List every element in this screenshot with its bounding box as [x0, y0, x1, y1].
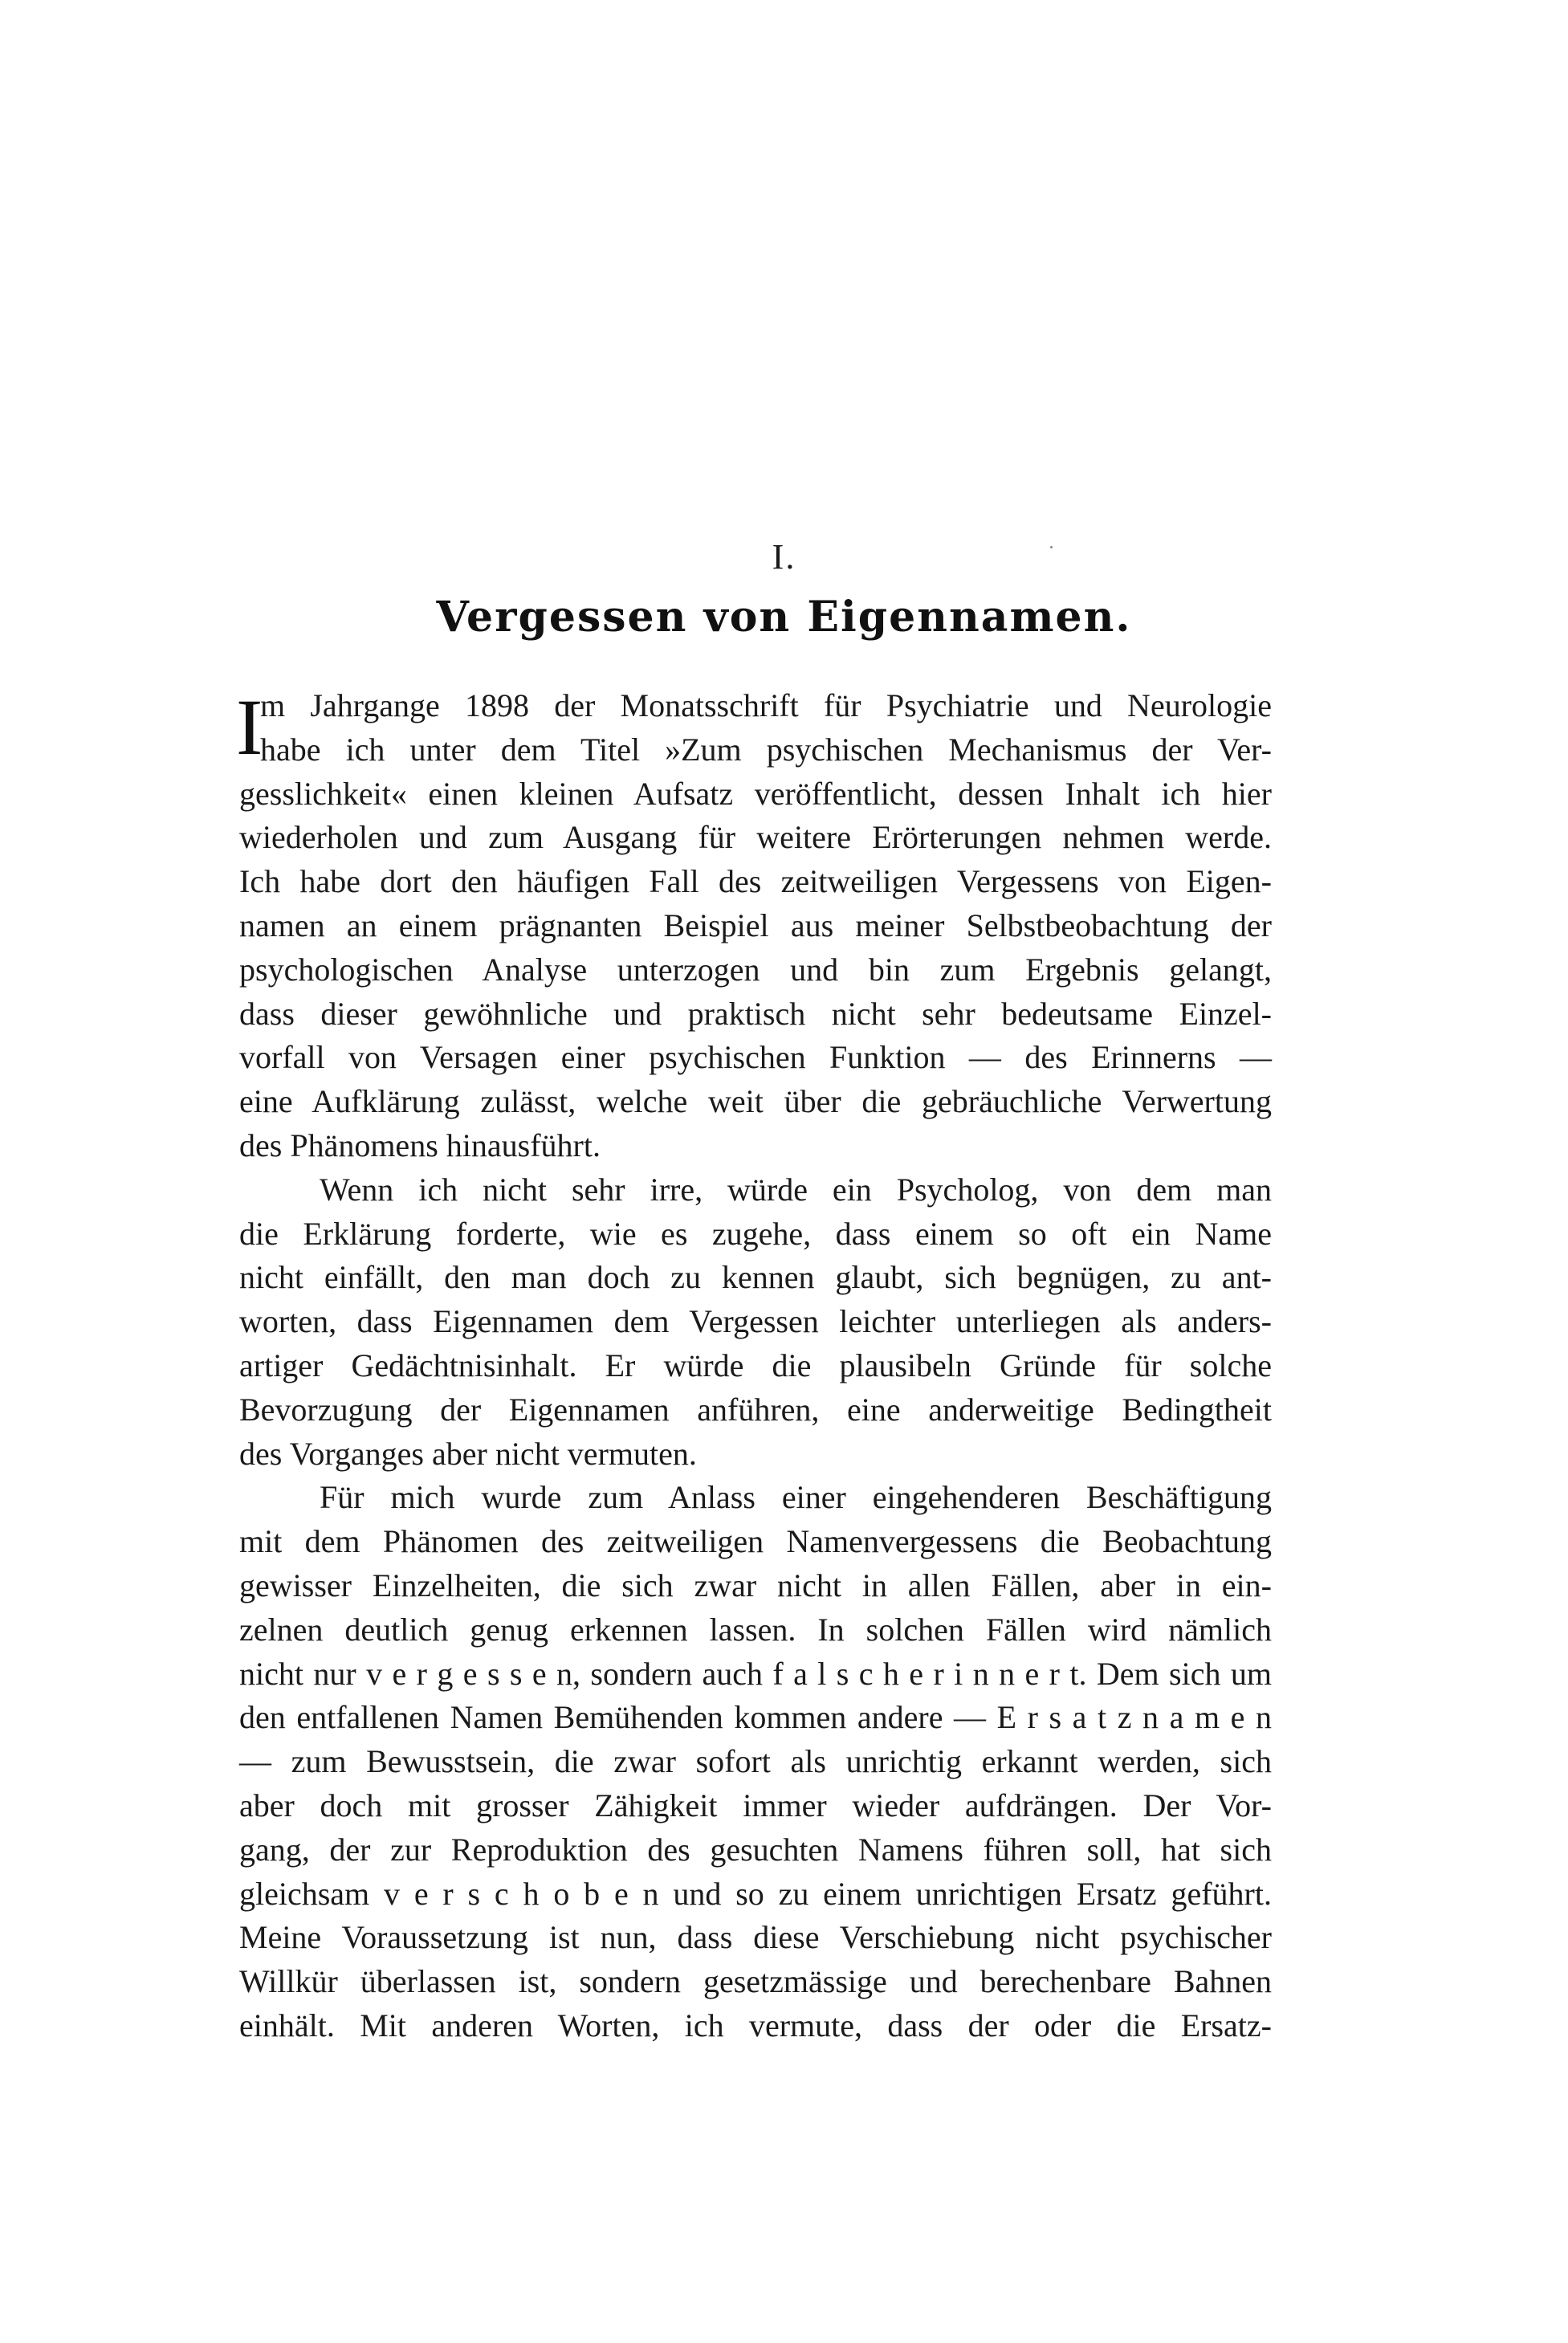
text-line: habe ich unter dem Titel »Zum psychischen Mechanismus der Ver-: [260, 731, 1272, 768]
text-line: wiederholen und zum Ausgang für weitere Erörterungen nehmen werde.: [239, 819, 1272, 856]
drop-cap: I: [236, 683, 263, 772]
text-line: die Erklärung forderte, wie es zugehe, dass einem so oft ein Name: [239, 1215, 1272, 1252]
text-line: nicht einfällt, den man doch zu kennen glaubt, sich begnügen, zu ant-: [239, 1259, 1272, 1296]
text-line: — zum Bewusstsein, die zwar sofort als unrichtig erkannt werden, sich: [239, 1743, 1272, 1780]
text-line: dass dieser gewöhnliche und praktisch nicht sehr bedeutsame Einzel-: [239, 995, 1272, 1032]
line-text: m Jahrgange 1898 der Monatsschrift für Psychiatrie und Neurologie: [260, 687, 1272, 723]
text-line: gesslichkeit« einen kleinen Aufsatz veröffentlicht, dessen Inhalt ich hier: [239, 775, 1272, 812]
chapter-number: I.: [772, 537, 796, 577]
chapter-title: Vergessen von Eigennamen.: [436, 593, 1132, 642]
body-text: [236, 683, 1272, 2048]
text-line: einhält. Mit anderen Worten, ich vermute, dass der oder die Ersatz-: [239, 2007, 1272, 2044]
text-line: namen an einem prägnanten Beispiel aus meiner Selbstbeobachtung der: [239, 907, 1272, 943]
text-line: Ich habe dort den häufigen Fall des zeitweiligen Vergessens von Eigen-: [239, 863, 1272, 900]
text-line: Wenn ich nicht sehr irre, würde ein Psycholog, von dem man: [320, 1171, 1272, 1208]
text-line: psychologischen Analyse unterzogen und bin zum Ergebnis gelangt,: [239, 951, 1272, 988]
text-line: den entfallenen Namen Bemühenden kommen andere — E r s a t z n a m e n: [239, 1699, 1272, 1736]
text-line: zelnen deutlich genug erkennen lassen. In solchen Fällen wird nämlich: [239, 1611, 1272, 1648]
text-line: des Phänomens hinausführt.: [239, 1127, 601, 1163]
paragraph-3: [239, 1476, 1272, 2048]
text-line: aber doch mit grosser Zähigkeit immer wieder aufdrängen. Der Vor-: [239, 1787, 1272, 1823]
text-line: gewisser Einzelheiten, die sich zwar nicht in allen Fällen, aber in ein-: [239, 1567, 1272, 1603]
text-line: gleichsam v e r s c h o b e n und so zu einem unrichtigen Ersatz geführt.: [239, 1875, 1272, 1912]
text-line: worten, dass Eigennamen dem Vergessen leichter unterliegen als anders-: [239, 1303, 1272, 1340]
text-line: Für mich wurde zum Anlass einer eingehenderen Beschäftigung: [320, 1479, 1272, 1516]
text-line: des Vorganges aber nicht vermuten.: [239, 1435, 697, 1472]
text-line: artiger Gedächtnisinhalt. Er würde die plausibeln Gründe für solche: [239, 1347, 1272, 1383]
text-line: nicht nur v e r g e s s e n, sondern auch f a l s c h e r i n n e r t. Dem sich um: [239, 1655, 1272, 1692]
text-line: Willkür überlassen ist, sondern gesetzmässige und berechenbare Bahnen: [239, 1963, 1272, 2000]
text-line: Meine Voraussetzung ist nun, dass diese Verschiebung nicht psychischer: [239, 1919, 1272, 1956]
text-line: mit dem Phänomen des zeitweiligen Namenvergessens die Beobachtung: [239, 1523, 1272, 1560]
text-line: Bevorzugung der Eigennamen anführen, eine anderweitige Bedingtheit: [239, 1391, 1272, 1428]
text-line: eine Aufklärung zulässt, welche weit über die gebräuchliche Verwertung: [239, 1083, 1272, 1120]
paragraph-2: [239, 1168, 1272, 1477]
paragraph-1: [236, 683, 1272, 1168]
text-line: vorfall von Versagen einer psychischen Funktion — des Erinnerns —: [239, 1039, 1272, 1076]
text-line: gang, der zur Reproduktion des gesuchten Namens führen soll, hat sich: [239, 1831, 1272, 1868]
